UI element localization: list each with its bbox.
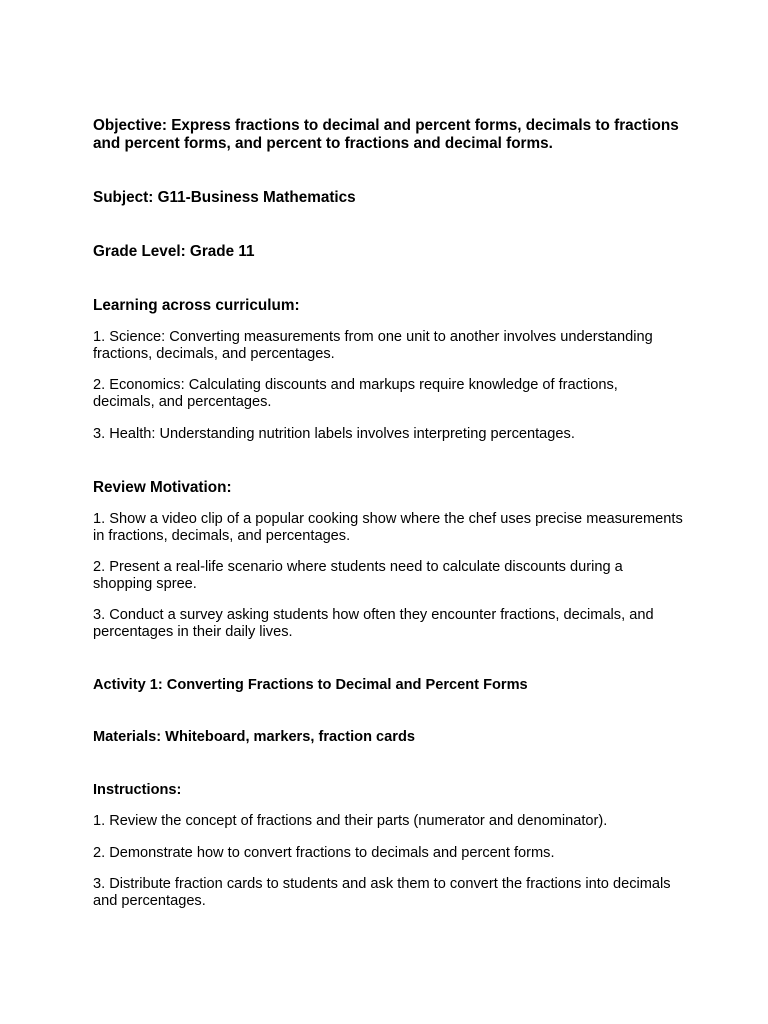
review-item-scenario: 2. Present a real-life scenario where students need to calculate discounts during a shopping spree. bbox=[93, 559, 623, 592]
learning-item-economics: 2. Economics: Calculating discounts and markups require knowledge of fractions, decimals, and percentages. bbox=[93, 377, 618, 410]
instruction-item-review: 1. Review the concept of fractions and their parts (numerator and denominator). bbox=[93, 813, 608, 829]
objective-heading: Objective: Express fractions to decimal and percent forms, decimals to fractions and percent forms, and percent to fractions and decimal forms. bbox=[93, 117, 679, 152]
grade-level-heading: Grade Level: Grade 11 bbox=[93, 243, 255, 260]
learning-across-curriculum-heading: Learning across curriculum: bbox=[93, 297, 300, 314]
review-item-survey: 3. Conduct a survey asking students how often they encounter fractions, decimals, and percentages in their daily lives. bbox=[93, 607, 654, 640]
instruction-item-distribute: 3. Distribute fraction cards to students and ask them to convert the fractions into decimals and percentages. bbox=[93, 876, 671, 909]
review-item-video-clip: 1. Show a video clip of a popular cooking show where the chef uses precise measurements in fractions, decimals, and percentages. bbox=[93, 511, 683, 544]
learning-item-health: 3. Health: Understanding nutrition labels involves interpreting percentages. bbox=[93, 426, 575, 442]
subject-heading: Subject: G11-Business Mathematics bbox=[93, 189, 356, 206]
instructions-heading: Instructions: bbox=[93, 782, 182, 798]
activity-heading: Activity 1: Converting Fractions to Decimal and Percent Forms bbox=[93, 677, 528, 693]
instruction-item-demonstrate: 2. Demonstrate how to convert fractions to decimals and percent forms. bbox=[93, 845, 555, 861]
materials-heading: Materials: Whiteboard, markers, fraction cards bbox=[93, 729, 415, 745]
review-motivation-heading: Review Motivation: bbox=[93, 479, 232, 496]
learning-item-science: 1. Science: Converting measurements from one unit to another involves understanding fractions, decimals, and percentages. bbox=[93, 329, 653, 362]
